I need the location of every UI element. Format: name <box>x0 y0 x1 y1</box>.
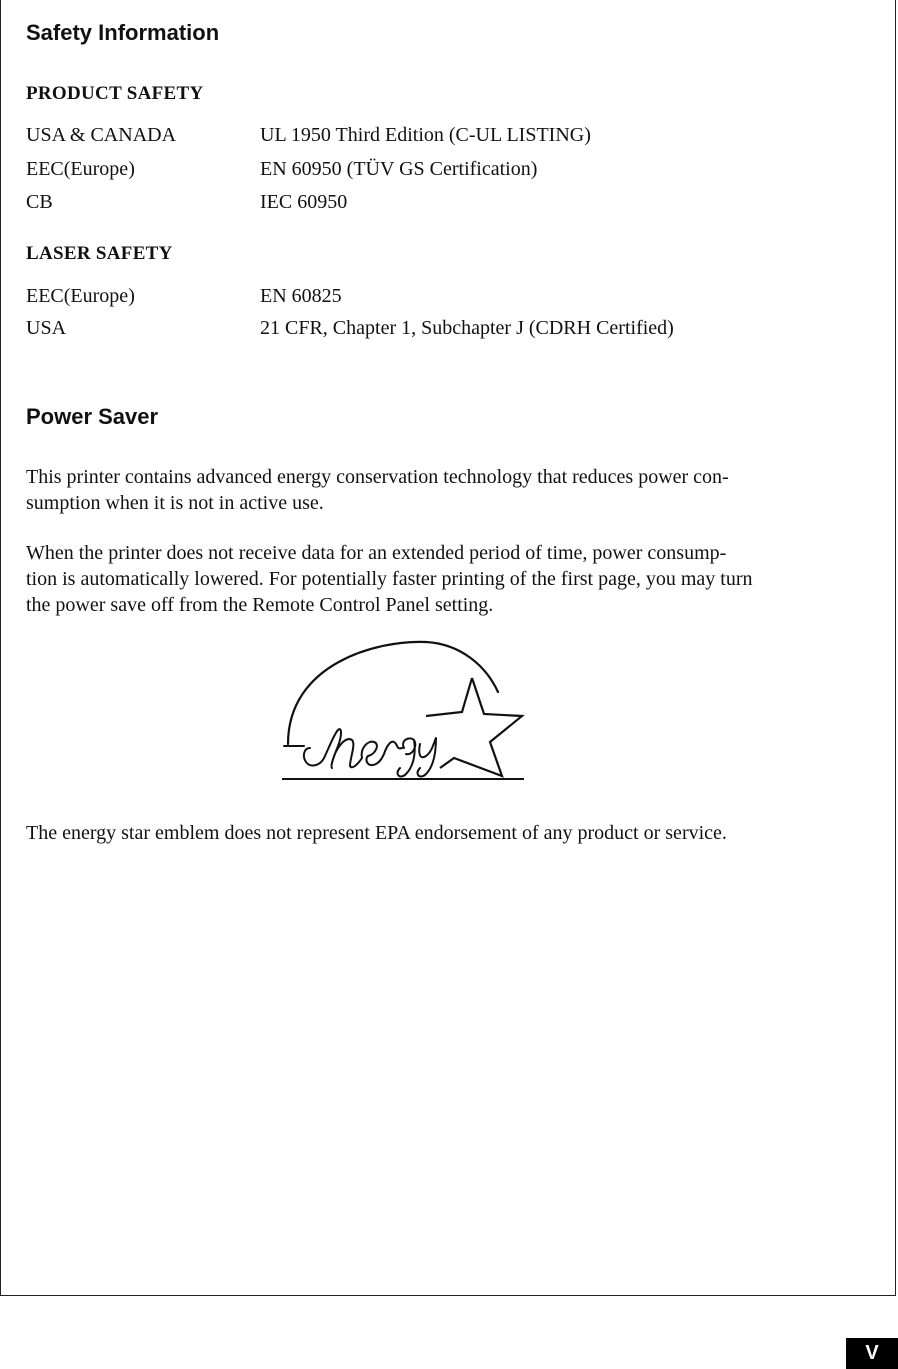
laser-safety-heading: LASER SAFETY <box>26 243 173 264</box>
paragraph-line: The energy star emblem does not represent EPA endorsement of any product or service. <box>26 822 727 844</box>
region-label: CB <box>26 191 53 213</box>
page-number-badge: V <box>846 1338 898 1369</box>
paragraph-line: the power save off from the Remote Control Panel setting. <box>26 594 494 616</box>
standard-value: IEC 60950 <box>260 191 348 213</box>
paragraph-line: When the printer does not receive data for an extended period of time, power consump- <box>26 542 727 564</box>
region-label: EEC(Europe) <box>26 285 135 307</box>
standard-value: UL 1950 Third Edition (C-UL LISTING) <box>260 124 591 146</box>
energy-star-disclaimer <box>26 820 876 846</box>
safety-information-heading: Safety Information <box>26 20 220 45</box>
region-label: EEC(Europe) <box>26 158 135 180</box>
paragraph-line: tion is automatically lowered. For potentially faster printing of the first page, you may turn <box>26 568 753 590</box>
region-label: USA & CANADA <box>26 124 177 146</box>
paragraph-line: This printer contains advanced energy conservation technology that reduces power con- <box>26 466 729 488</box>
paragraph-line: sumption when it is not in active use. <box>26 492 324 514</box>
standard-value: 21 CFR, Chapter 1, Subchapter J (CDRH Certified) <box>260 317 674 339</box>
power-saver-intro-paragraph <box>26 464 876 516</box>
power-saver-heading: Power Saver <box>26 404 159 429</box>
product-safety-heading: PRODUCT SAFETY <box>26 83 204 104</box>
standard-value: EN 60825 <box>260 285 342 307</box>
power-saver-detail-paragraph <box>26 540 876 618</box>
energy-star-logo <box>276 636 530 786</box>
standard-value: EN 60950 (TÜV GS Certification) <box>260 158 538 180</box>
region-label: USA <box>26 317 67 339</box>
